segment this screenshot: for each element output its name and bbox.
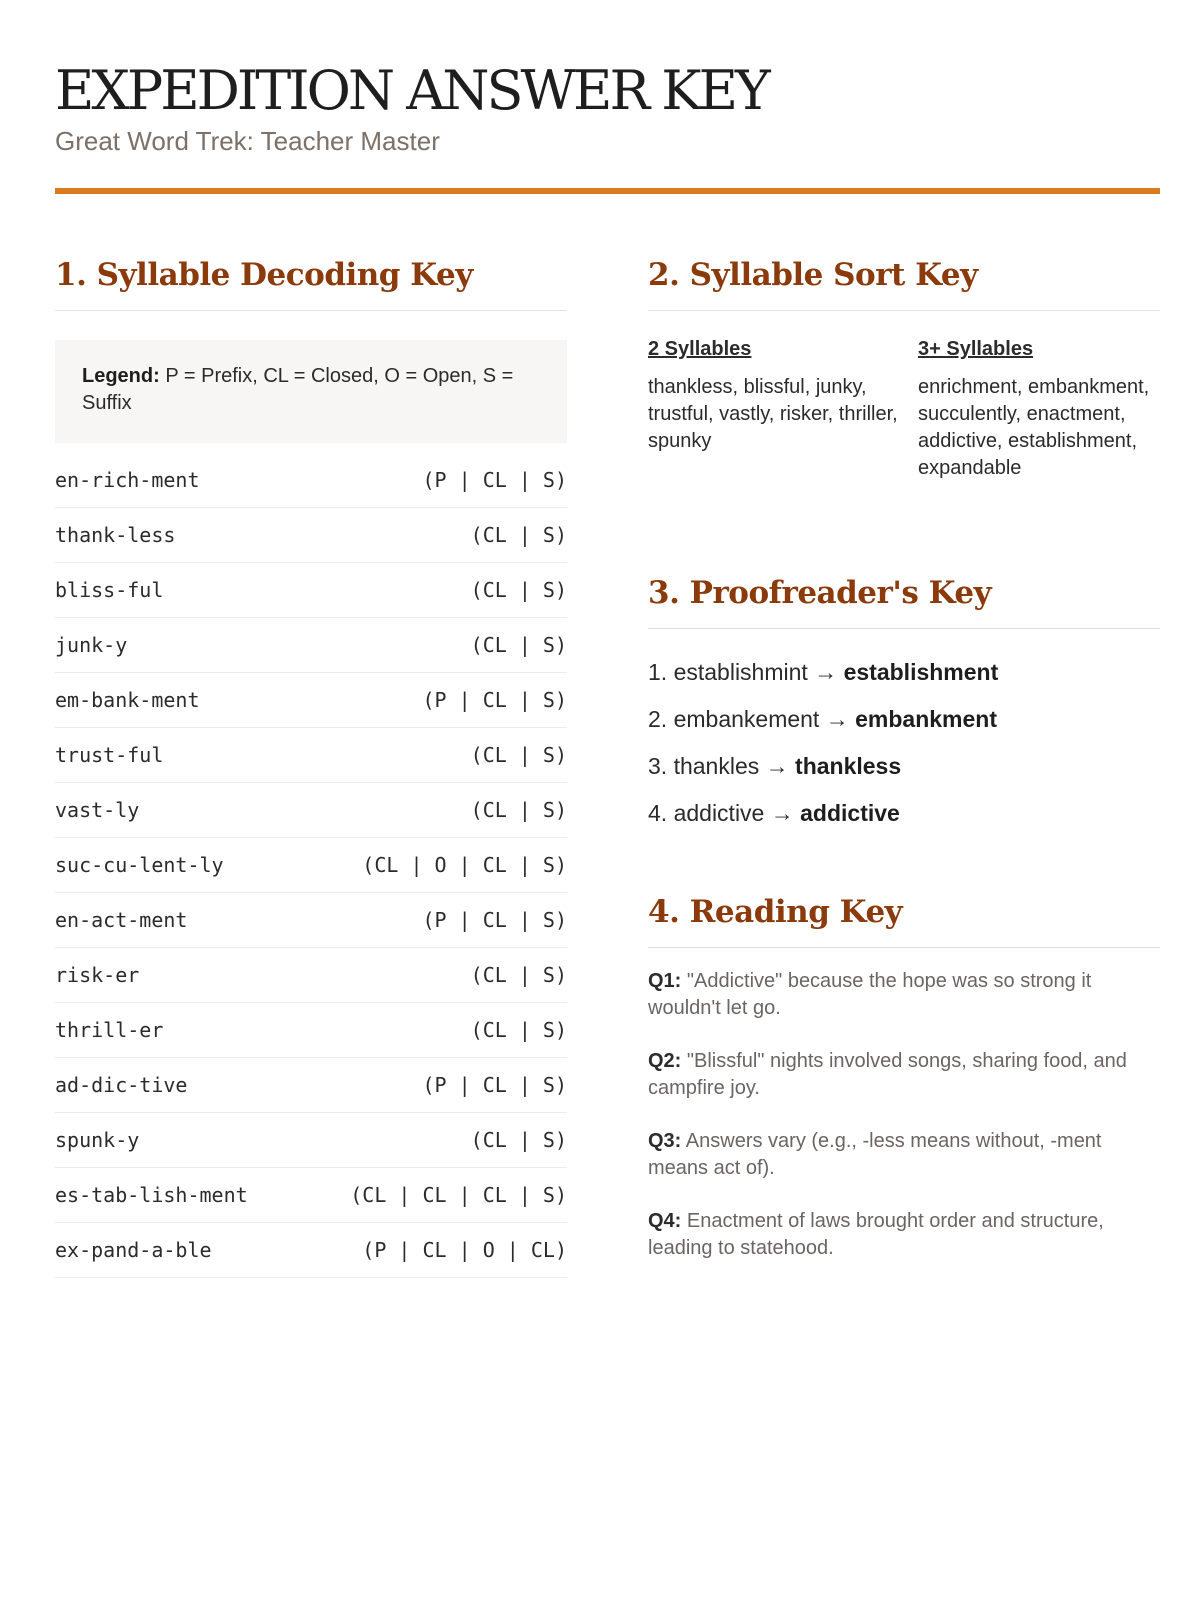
misspelled-word: 2. embankement [648,706,820,732]
syllable-word: ex-pand-a-ble [55,1238,212,1262]
syllable-pattern: (CL | S) [470,1128,567,1152]
decoding-row [55,783,567,838]
legend-label: Legend: [82,365,160,387]
list-item [648,749,1160,796]
page-title: EXPEDITION ANSWER KEY [55,59,768,122]
section-title: 2. Syllable Sort Key [648,240,1160,311]
syllable-pattern: (CL | O | CL | S) [362,853,567,877]
syllable-pattern: (P | CL | S) [422,468,567,492]
syllable-word: thrill-er [55,1018,164,1042]
list-item [648,702,1160,749]
reading-key-section [648,877,1160,1288]
corrected-word: embankment [855,706,997,732]
sort-words: thankless, blissful, junky, trustful, vastly, risker, thriller, spunky [648,376,898,452]
misspelled-word: 1. establishmint [648,659,808,685]
decoding-row [55,563,567,618]
arrow-icon: → [770,800,794,826]
question-label: Q2: [648,1050,682,1072]
arrow-icon: → [825,706,849,732]
list-item [648,968,1160,1022]
syllable-word: en-rich-ment [55,468,200,492]
syllable-word: vast-ly [55,798,140,822]
sort-column-two [648,334,918,482]
reading-answers [648,968,1160,1262]
syllable-word: spunk-y [55,1128,140,1152]
arrow-icon: → [814,659,838,685]
syllable-pattern: (P | CL | S) [422,1073,567,1097]
section-title: 3. Proofreader's Key [648,558,1160,629]
syllable-word: trust-ful [55,743,164,767]
proofreader-list [648,655,1160,843]
decoding-row [55,673,567,728]
answer-text: Enactment of laws brought order and structure, leading to statehood. [648,1210,1104,1259]
syllable-pattern: (CL | S) [470,578,567,602]
sort-columns [648,334,1160,482]
syllable-pattern: (CL | S) [470,523,567,547]
misspelled-word: 3. thankles [648,753,760,779]
decoding-row [55,948,567,1003]
syllable-word: junk-y [55,633,128,657]
syllable-pattern: (P | CL | O | CL) [362,1238,567,1262]
decoding-row [55,1058,567,1113]
right-column [648,240,1160,1259]
legend-text: P = Prefix, CL = Closed, O = Open, S = Suffix [82,365,514,414]
list-item [648,655,1160,702]
list-item [648,1048,1160,1102]
decoding-row [55,453,567,508]
syllable-word: en-act-ment [55,908,188,932]
corrected-word: addictive [800,800,900,826]
syllable-pattern: (P | CL | S) [422,908,567,932]
sort-column-three-plus [918,334,1160,482]
syllable-sort-section [648,240,1160,482]
syllable-pattern: (CL | S) [470,743,567,767]
decoding-row [55,1113,567,1168]
question-label: Q4: [648,1210,682,1232]
list-item [648,796,1160,843]
list-item [648,1208,1160,1262]
syllable-word: risk-er [55,963,140,987]
syllable-pattern: (CL | S) [470,633,567,657]
sort-words: enrichment, embankment, succulently, enactment, addictive, establishment, expandable [918,376,1150,479]
corrected-word: establishment [843,659,999,685]
corrected-word: thankless [795,753,902,779]
decoding-list [55,453,567,1278]
answer-text: "Blissful" nights involved songs, sharing food, and campfire joy. [648,1050,1127,1099]
syllable-pattern: (CL | CL | CL | S) [350,1183,567,1207]
decoding-row [55,618,567,673]
header-divider [55,188,1160,194]
decoding-row [55,1003,567,1058]
page-subtitle: Great Word Trek: Teacher Master [55,126,440,156]
syllable-pattern: (CL | S) [470,1018,567,1042]
misspelled-word: 4. addictive [648,800,765,826]
syllable-word: suc-cu-lent-ly [55,853,224,877]
decoding-row [55,508,567,563]
question-label: Q1: [648,970,682,992]
decoding-row [55,893,567,948]
decoding-row [55,1223,567,1278]
decoding-row [55,728,567,783]
syllable-pattern: (P | CL | S) [422,688,567,712]
decoding-row [55,1168,567,1223]
syllable-word: es-tab-lish-ment [55,1183,248,1207]
syllable-word: em-bank-ment [55,688,200,712]
proofreader-section [648,558,1160,843]
sort-heading: 3+ Syllables [918,338,1034,360]
answer-text: "Addictive" because the hope was so strong it wouldn't let go. [648,970,1092,1019]
arrow-icon: → [765,753,789,779]
syllable-word: thank-less [55,523,176,547]
sort-heading: 2 Syllables [648,338,752,360]
section-title: 1. Syllable Decoding Key [55,240,567,311]
syllable-word: ad-dic-tive [55,1073,188,1097]
section-title: 4. Reading Key [648,877,1160,948]
question-label: Q3: [648,1130,682,1152]
legend-box [55,340,567,443]
decoding-row [55,838,567,893]
syllable-decoding-section [55,240,567,1278]
syllable-word: bliss-ful [55,578,164,602]
list-item [648,1128,1160,1182]
syllable-pattern: (CL | S) [470,963,567,987]
syllable-pattern: (CL | S) [470,798,567,822]
answer-text: Answers vary (e.g., -less means without, -ment means act of). [648,1130,1102,1179]
